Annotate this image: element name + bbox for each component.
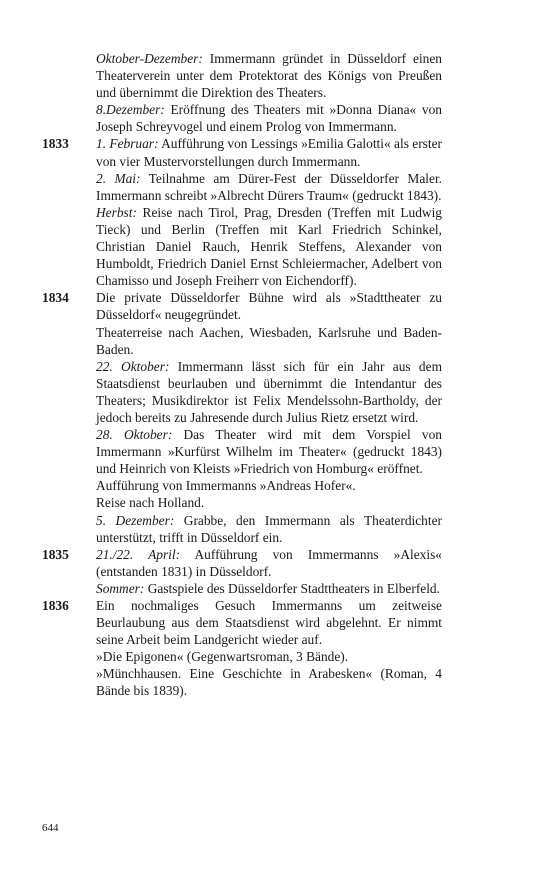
entry-text: Gastspiele des Düsseldorfer Stadttheaters in Elberfeld.: [144, 580, 440, 596]
year-label: 1833: [42, 136, 69, 152]
entry-text: Grabbe, den Immermann als Theaterdichter unterstützt, trifft in Düsseldorf ein.: [96, 512, 443, 545]
year-entries: [96, 597, 442, 700]
entry-text: Immermann lässt sich für ein Jahr aus dem Staatsdienst beurlauben und übernimmt die Intendantur des Theaters; Musikdirektor ist Felix Mendelssohn-Bartholdy, der jedoch bereits zu Jahresende durch Julius Rietz ersetzt wird.: [96, 358, 442, 425]
year-label: 1836: [42, 598, 69, 613]
entry-date: 8.Dezember:: [96, 102, 165, 118]
entry-text: Aufführung von Immermanns »Alexis« (entstanden 1831) in Düsseldorf.: [96, 546, 442, 579]
chronology-entry: [96, 580, 442, 597]
year-block: [42, 289, 442, 545]
page-number: 644: [42, 822, 59, 834]
entry-text: »Münchhausen. Eine Geschichte in Arabesken« (Roman, 4 Bände bis 1839).: [96, 666, 442, 699]
year-entries: [96, 135, 442, 289]
entry-text: Aufführung von Immermanns »Andreas Hofer«.: [96, 478, 356, 494]
entry-date: 22. Oktober:: [96, 358, 170, 374]
chronology-entry: [96, 512, 442, 546]
chronology-entry: [96, 289, 442, 323]
chronology-entry: [96, 477, 442, 494]
entry-text: »Die Epigonen« (Gegenwartsroman, 3 Bände).: [96, 649, 349, 665]
entry-date: 21./22. April:: [96, 546, 181, 562]
year-block: [42, 597, 442, 700]
chronology-entry: [96, 597, 442, 648]
chronology-entry: [96, 546, 442, 580]
chronology-entry: [96, 426, 442, 477]
year-entries: [96, 546, 442, 597]
entry-date: 1. Februar:: [96, 136, 159, 152]
chronology-entry: [96, 50, 442, 101]
entry-text: Aufführung von Lessings »Emilia Galotti« als erster von vier Mustervorstellungen durch Immermann.: [96, 136, 443, 169]
year-block: [42, 50, 442, 135]
year-block: [42, 135, 442, 289]
year-label: 1834: [42, 290, 69, 306]
chronology-entry: [96, 101, 442, 135]
entry-date: Herbst:: [96, 204, 137, 220]
chronology-entry: [96, 324, 442, 358]
entry-date: 5. Dezember:: [96, 512, 175, 528]
entry-text: Die private Düsseldorfer Bühne wird als »Stadttheater zu Düsseldorf« neugegründet.: [96, 290, 442, 323]
year-label: 1835: [42, 546, 69, 562]
chronology-entry: [96, 494, 442, 511]
entry-text: Reise nach Holland.: [96, 495, 205, 511]
entry-date: 28. Oktober:: [96, 427, 173, 443]
entry-date: Sommer:: [96, 580, 145, 596]
chronology-entry: [96, 135, 442, 169]
year-entries: [96, 50, 442, 135]
chronology-entry: [96, 170, 442, 204]
entry-text: Das Theater wird mit dem Vorspiel von Immermann »Kurfürst Wilhelm im Theater« (gedruckt 1843) und Heinrich von Kleists »Friedrich von Homburg« eröffnet.: [96, 427, 442, 477]
entry-date: 2. Mai:: [96, 170, 141, 186]
chronology-entry: [96, 665, 442, 699]
chronology: [42, 50, 442, 700]
entry-text: Theaterreise nach Aachen, Wiesbaden, Karlsruhe und Baden-Baden.: [96, 324, 442, 357]
year-entries: [96, 289, 442, 545]
chronology-entry: [96, 648, 442, 665]
entry-date: Oktober-Dezember:: [96, 51, 203, 66]
entry-text: Eröffnung des Theaters mit »Donna Diana« von Joseph Schreyvogel und einem Prolog von Immermann.: [96, 102, 442, 135]
year-block: [42, 546, 442, 597]
entry-text: Ein nochmaliges Gesuch Immermanns um zeitweise Beurlaubung aus dem Staatsdienst wird abgelehnt. Er nimmt seine Arbeit beim Landgericht wieder auf.: [96, 598, 442, 648]
chronology-entry: [96, 204, 442, 289]
entry-text: Immermann gründet in Düsseldorf einen Theaterverein unter dem Protektorat des Königs von Preußen und übernimmt die Direktion des Theaters.: [96, 51, 442, 101]
chronology-entry: [96, 358, 442, 426]
entry-text: Reise nach Tirol, Prag, Dresden (Treffen mit Ludwig Tieck) und Berlin (Treffen mit Karl Friedrich Schinkel, Christian Daniel Rauch, Henrik Steffens, Alexander von Humboldt, Friedrich Daniel Ernst Schleiermacher, Adelbert von Chamisso und Joseph Freiherr von Eichendorff).: [96, 204, 442, 289]
entry-text: Teilnahme am Dürer-Fest der Düsseldorfer Maler. Immermann schreibt »Albrecht Dürers Traum« (gedruckt 1843).: [96, 170, 443, 203]
